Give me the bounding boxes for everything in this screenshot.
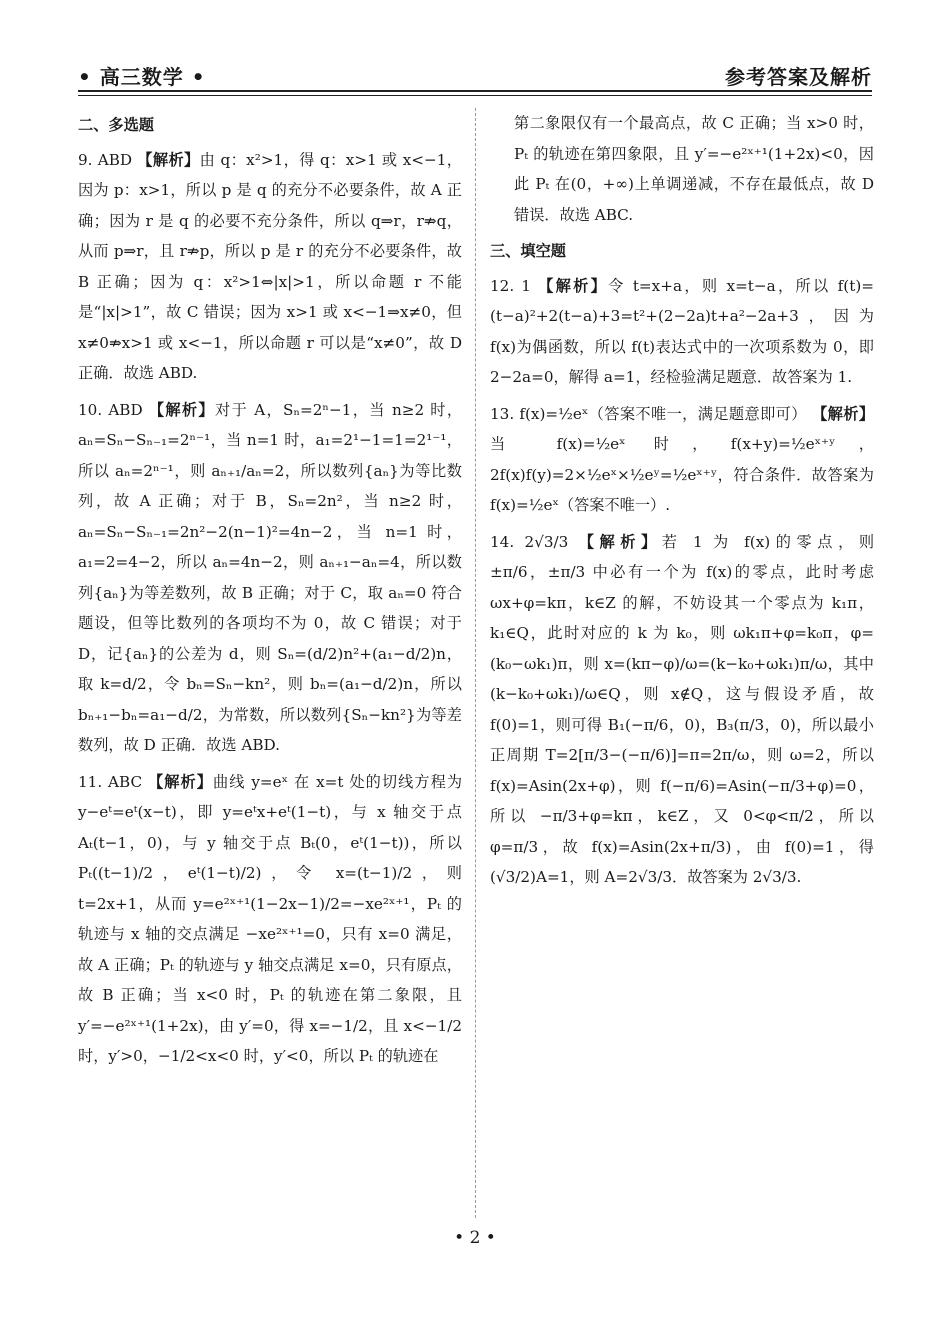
answer-12-body: 令 t=x+a，则 x=t−a，所以 f(t)=(t−a)²+2(t−a)+3=t²+(2−2a)t+a²−2a+3，因为 f(x)为偶函数，所以 f(t)表达式中的一次项系数为 0，即 2−2a=0，解得 a=1，经检验满足题意．故答案为 1. bbox=[490, 276, 874, 386]
header-rule-thick bbox=[78, 90, 872, 92]
answer-11-tag: 【解析】 bbox=[147, 772, 213, 791]
answer-10-number: 10. ABD bbox=[78, 400, 143, 419]
answer-item-10 bbox=[78, 395, 462, 761]
header-rule-thin bbox=[78, 95, 872, 96]
answer-14-number: 14. 2√3/3 bbox=[490, 532, 569, 551]
answer-9-body: 由 q：x²>1，得 q：x>1 或 x<−1，因为 p：x>1，所以 p 是 q 的充分不必要条件，故 A 正确；因为 r 是 q 的必要不充分条件，所以 q⇒r，r⇏q，从而 p⇒r，且 r⇏p，所以 p 是 r 的充分不必要条件，故 B 正确；因为 q：x²>1⇔|x|>1，所以命题 r 不能是“|x|>1”，故 C 错误；因为 x>1 或 x<−1⇒x≠0，但 x≠0⇏x>1 或 x<−1，所以命题 r 可以是“x≠0”，故 D 正确．故选 ABD. bbox=[78, 150, 462, 382]
document-title: 参考答案及解析 bbox=[725, 65, 872, 89]
answer-12-tag: 【解析】 bbox=[538, 276, 609, 295]
answer-10-body: 对于 A，Sₙ=2ⁿ−1，当 n≥2 时，aₙ=Sₙ−Sₙ₋₁=2ⁿ⁻¹，当 n=1 时，a₁=2¹−1=1=2¹⁻¹，所以 aₙ=2ⁿ⁻¹，则 aₙ₊₁/aₙ=2，所以数列{aₙ}为等比数列，故 A 正确；对于 B，Sₙ=2n²，当 n≥2 时，aₙ=Sₙ−Sₙ₋₁=2n²−2(n−1)²=4n−2，当 n=1 时，a₁=2=4−2，所以 aₙ=4n−2，则 aₙ₊₁−aₙ=4，所以数列{aₙ}为等差数列，故 B 正确；对于 C，取 aₙ=0 符合题设，但等比数列的各项均不为 0，故 C 错误；对于 D，记{aₙ}的公差为 d，则 Sₙ=(d/2)n²+(a₁−d/2)n，取 k=d/2，令 bₙ=Sₙ−kn²，则 bₙ=(a₁−d/2)n，所以 bₙ₊₁−bₙ=a₁−d/2，为常数，所以数列{Sₙ−kn²}为等差数列，故 D 正确．故选 ABD. bbox=[78, 400, 463, 754]
answer-11-body: 曲线 y=eˣ 在 x=t 处的切线方程为 y−eᵗ=eᵗ(x−t)，即 y=eᵗx+eᵗ(1−t)，与 x 轴交于点 Aₜ(t−1，0)，与 y 轴交于点 Bₜ(0，eᵗ(1−t))，所以 Pₜ((t−1)/2，eᵗ(1−t)/2)，令 x=(t−1)/2，则 t=2x+1，从而 y=e²ˣ⁺¹(1−2x−1)/2=−xe²ˣ⁺¹，Pₜ 的轨迹与 x 轴的交点满足 −xe²ˣ⁺¹=0，只有 x=0 满足，故 A 正确；Pₜ 的轨迹与 y 轴交点满足 x=0，只有原点，故 B 正确；当 x<0 时，Pₜ 的轨迹在第二象限，且 y′=−e²ˣ⁺¹(1+2x)，由 y′=0，得 x=−1/2，且 x<−1/2 时，y′>0，−1/2<x<0 时，y′<0，所以 Pₜ 的轨迹在 bbox=[78, 772, 463, 1065]
answer-item-13 bbox=[490, 399, 874, 521]
answer-9-text bbox=[78, 145, 462, 389]
answer-13-tag: 【解析】 bbox=[812, 404, 875, 423]
answer-13-body: 当 f(x)=½eˣ 时，f(x+y)=½eˣ⁺ʸ，2f(x)f(y)=2×½eˣ×½eʸ=½eˣ⁺ʸ，符合条件．故答案为 f(x)=½eˣ（答案不唯一）. bbox=[490, 435, 874, 514]
answer-9-tag: 【解析】 bbox=[137, 150, 200, 169]
answer-9-number: 9. ABD bbox=[78, 150, 133, 169]
answer-10-text bbox=[78, 395, 462, 761]
answer-item-11 bbox=[78, 767, 462, 1072]
answer-11-continued-text: 第二象限仅有一个最高点，故 C 正确；当 x>0 时，Pₜ 的轨迹在第四象限，且 y′=−e²ˣ⁺¹(1+2x)<0，因此 Pₜ 在(0，+∞)上单调递减，不存在最低点，故 D 错误．故选 ABC. bbox=[514, 114, 874, 224]
right-column bbox=[490, 108, 874, 899]
answer-14-body: 若 1 为 f(x)的零点，则 ±π/6，±π/3 中必有一个为 f(x)的零点，此时考虑 ωx+φ=kπ，k∈Z 的解，不妨设其一个零点为 k₁π，k₁∈Q，此时对应的 k 为 k₀，则 ωk₁π+φ=k₀π，φ=(k₀−ωk₁)π，则 x=(kπ−φ)/ω=(k−k₀+ωk₁)π/ω，其中 (k−k₀+ωk₁)/ω∈Q，则 x∉Q，这与假设矛盾，故 f(0)=1，则可得 B₁(−π/6，0)，B₃(π/3，0)，所以最小正周期 T=2[π/3−(−π/6)]=π=2π/ω，则 ω=2，所以 f(x)=Asin(2x+φ)，则 f(−π/6)=Asin(−π/3+φ)=0，所以 −π/3+φ=kπ，k∈Z，又 0<φ<π/2，所以 φ=π/3，故 f(x)=Asin(2x+π/3)，由 f(0)=1，得 (√3/2)A=1，则 A=2√3/3．故答案为 2√3/3. bbox=[490, 532, 875, 886]
left-column bbox=[78, 108, 462, 1078]
page-header bbox=[78, 55, 872, 89]
subject-title: • 高三数学 • bbox=[78, 65, 206, 89]
answer-13-number: 13. f(x)=½eˣ（答案不唯一，满足题意即可） bbox=[490, 404, 807, 423]
answer-14-text bbox=[490, 527, 874, 893]
column-divider bbox=[475, 108, 476, 1218]
answer-item-14 bbox=[490, 527, 874, 893]
answer-13-text bbox=[490, 399, 874, 521]
answer-12-number: 12. 1 bbox=[490, 276, 531, 295]
answer-11-text bbox=[78, 767, 462, 1072]
answer-item-11-continued bbox=[490, 108, 874, 230]
answer-10-tag: 【解析】 bbox=[148, 400, 215, 419]
answer-14-tag: 【解析】 bbox=[578, 532, 662, 551]
answer-item-9 bbox=[78, 145, 462, 389]
answer-11-number: 11. ABC bbox=[78, 772, 143, 791]
section-heading-multi-choice: 二、多选题 bbox=[78, 116, 154, 134]
answer-12-text bbox=[490, 271, 874, 393]
section-heading-fill-blank: 三、填空题 bbox=[490, 242, 566, 260]
page-number: • 2 • bbox=[454, 1228, 496, 1248]
answer-item-12 bbox=[490, 271, 874, 393]
